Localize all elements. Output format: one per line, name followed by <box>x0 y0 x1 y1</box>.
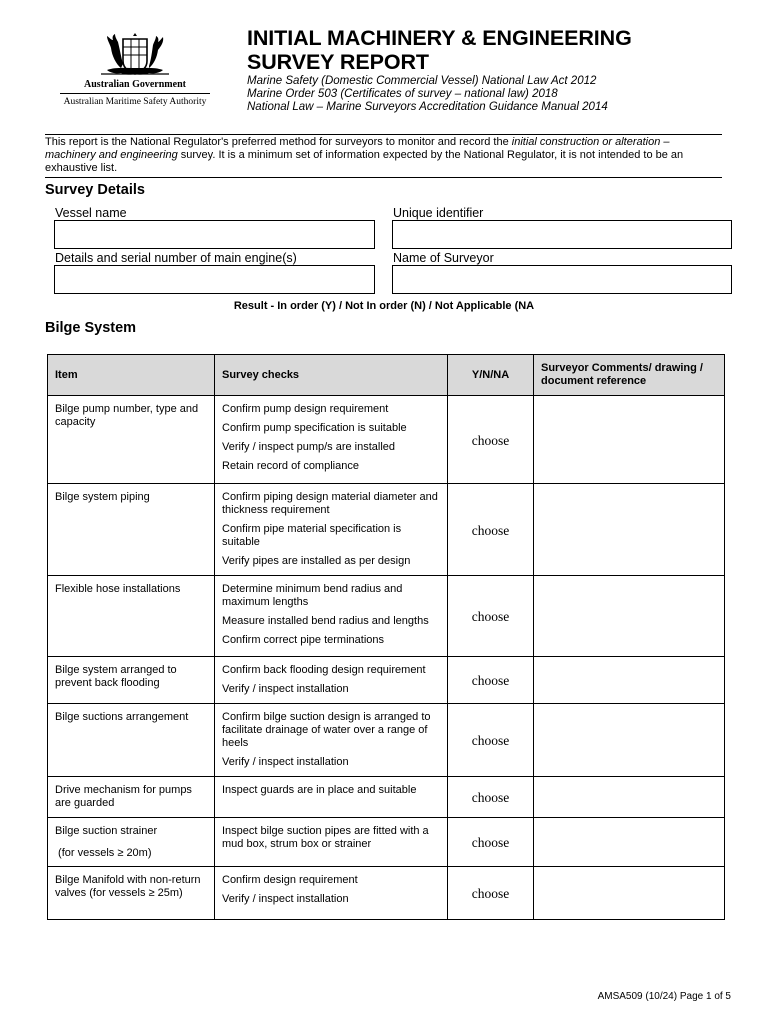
item-text: Bilge suction strainer <box>55 825 158 837</box>
item-text: Flexible hose installations <box>55 583 181 595</box>
survey-check: Confirm back flooding design requirement <box>222 664 426 676</box>
survey-check: Determine minimum bend radius and maximum lengths <box>222 583 403 608</box>
survey-details-heading: Survey Details <box>45 182 145 198</box>
checks-cell <box>215 818 448 867</box>
survey-check: Verify / inspect installation <box>222 893 349 905</box>
item-text: Bilge suctions arrangement <box>55 711 189 723</box>
comments-field[interactable] <box>534 777 725 818</box>
agency-logo <box>50 30 220 107</box>
intro-text-end: survey. It is a minimum set of information expected by the National Regulator, it is not intended to be an exhaustive list. <box>45 149 684 174</box>
unique-identifier-label: Unique identifier <box>393 206 484 220</box>
result-dropdown[interactable]: choose <box>448 576 534 657</box>
comments-field[interactable] <box>534 818 725 867</box>
item-cell <box>48 396 215 484</box>
document-header <box>247 26 747 114</box>
government-label: Australian Government <box>84 79 186 90</box>
column-header-checks: Survey checks <box>215 355 448 396</box>
checks-cell <box>215 704 448 777</box>
vessel-name-label: Vessel name <box>55 206 127 220</box>
comments-field[interactable] <box>534 484 725 576</box>
result-legend: Result - In order (Y) / Not In order (N) / Not Applicable (NA <box>233 300 535 312</box>
page-footer: AMSA509 (10/24) Page 1 of 5 <box>597 991 731 1002</box>
item-cell <box>48 484 215 576</box>
bilge-system-heading: Bilge System <box>45 320 137 336</box>
surveyor-name-label: Name of Surveyor <box>393 251 494 265</box>
column-header-comments: Surveyor Comments/ drawing / document reference <box>534 355 725 396</box>
checks-cell <box>215 867 448 920</box>
result-dropdown[interactable]: choose <box>448 657 534 704</box>
coat-of-arms-icon <box>93 30 177 78</box>
intro-emphasis: initial construction or alteration – machinery and engineering <box>45 136 670 161</box>
column-header-item: Item <box>48 355 215 396</box>
item-cell <box>48 576 215 657</box>
result-dropdown[interactable]: choose <box>448 777 534 818</box>
survey-check: Confirm pump design requirement <box>222 403 389 415</box>
item-cell <box>48 657 215 704</box>
comments-field[interactable] <box>534 704 725 777</box>
item-cell <box>48 777 215 818</box>
result-dropdown[interactable]: choose <box>448 484 534 576</box>
table-row <box>48 657 725 704</box>
reference-line: Marine Order 503 (Certificates of survey – national law) 2018 <box>247 88 558 100</box>
item-note: (for vessels ≥ 20m) <box>55 847 152 859</box>
checks-cell <box>215 777 448 818</box>
survey-check: Confirm piping design material diameter and thickness requirement <box>222 491 438 516</box>
table-row <box>48 777 725 818</box>
bilge-survey-table <box>47 354 725 920</box>
item-text: Bilge system piping <box>55 491 150 503</box>
comments-field[interactable] <box>534 396 725 484</box>
legislation-references <box>247 75 747 114</box>
title-line-1: INITIAL MACHINERY & ENGINEERING <box>247 26 632 50</box>
document-title <box>247 26 747 74</box>
intro-text: This report is the National Regulator's preferred method for surveyors to monitor and record the <box>45 136 512 148</box>
item-cell <box>48 818 215 867</box>
item-text: Bilge Manifold with non-return valves (for vessels ≥ 25m) <box>55 874 201 899</box>
vessel-name-field[interactable] <box>54 220 375 249</box>
comments-field[interactable] <box>534 867 725 920</box>
survey-check: Verify / inspect pump/s are installed <box>222 441 396 453</box>
checks-cell <box>215 576 448 657</box>
item-text: Bilge pump number, type and capacity <box>55 403 199 428</box>
survey-check: Verify / inspect installation <box>222 683 349 695</box>
result-dropdown[interactable]: choose <box>448 704 534 777</box>
checks-cell <box>215 657 448 704</box>
survey-check: Measure installed bend radius and lengths <box>222 615 429 627</box>
survey-check: Confirm pump specification is suitable <box>222 422 407 434</box>
survey-check: Confirm correct pipe terminations <box>222 634 385 646</box>
reference-line: Marine Safety (Domestic Commercial Vessel) National Law Act 2012 <box>247 75 597 87</box>
main-engine-label: Details and serial number of main engine(s) <box>55 251 297 265</box>
survey-check: Retain record of compliance <box>222 460 359 472</box>
table-header-row <box>48 355 725 396</box>
result-dropdown[interactable]: choose <box>448 396 534 484</box>
intro-paragraph <box>45 134 722 178</box>
reference-line: National Law – Marine Surveyors Accreditation Guidance Manual 2014 <box>247 101 608 113</box>
table-row <box>48 818 725 867</box>
survey-check: Verify pipes are installed as per design <box>222 555 411 567</box>
survey-check: Verify / inspect installation <box>222 756 349 768</box>
checks-cell <box>215 484 448 576</box>
item-text: Drive mechanism for pumps are guarded <box>55 784 192 809</box>
checks-cell <box>215 396 448 484</box>
logo-divider <box>60 93 210 94</box>
authority-label: Australian Maritime Safety Authority <box>63 97 207 107</box>
comments-field[interactable] <box>534 576 725 657</box>
comments-field[interactable] <box>534 657 725 704</box>
title-line-2: SURVEY REPORT <box>247 50 429 74</box>
surveyor-name-field[interactable] <box>392 265 732 294</box>
result-dropdown[interactable]: choose <box>448 867 534 920</box>
unique-identifier-field[interactable] <box>392 220 732 249</box>
item-cell <box>48 867 215 920</box>
table-row <box>48 576 725 657</box>
table-row <box>48 396 725 484</box>
survey-check: Confirm bilge suction design is arranged to facilitate drainage of water over a range of heels <box>222 711 431 749</box>
table-row <box>48 484 725 576</box>
survey-check: Inspect guards are in place and suitable <box>222 784 417 796</box>
survey-check: Confirm pipe material specification is suitable <box>222 523 402 548</box>
main-engine-field[interactable] <box>54 265 375 294</box>
survey-check: Inspect bilge suction pipes are fitted with a mud box, strum box or strainer <box>222 825 429 850</box>
table-row <box>48 704 725 777</box>
result-dropdown[interactable]: choose <box>448 818 534 867</box>
item-cell <box>48 704 215 777</box>
table-row <box>48 867 725 920</box>
survey-check: Confirm design requirement <box>222 874 358 886</box>
column-header-yn: Y/N/NA <box>448 355 534 396</box>
item-text: Bilge system arranged to prevent back flooding <box>55 664 177 689</box>
